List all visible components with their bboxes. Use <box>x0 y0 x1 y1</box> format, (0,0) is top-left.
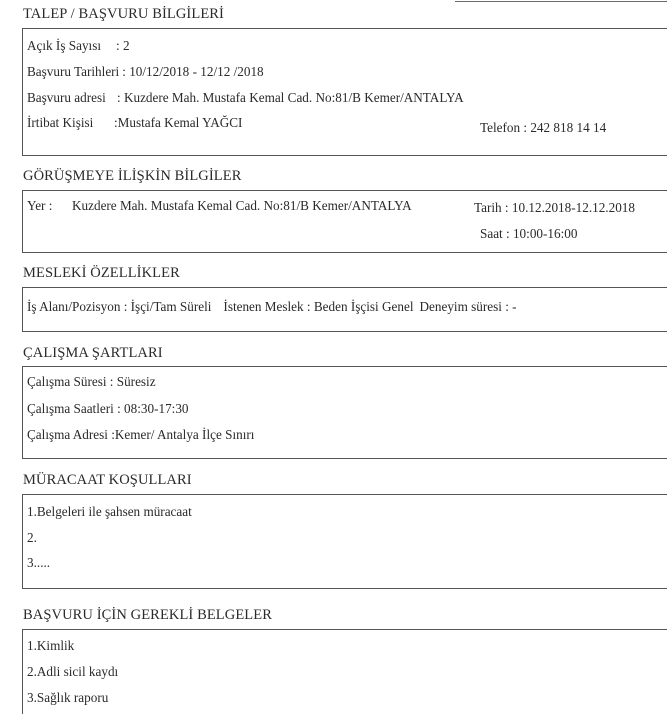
deneyim-suresi: Deneyim süresi : - <box>419 299 517 314</box>
gorusme-saat: Saat : 10:00-16:00 <box>480 226 578 241</box>
basvuru-adresi-value: : Kuzdere Mah. Mustafa Kemal Cad. No:81/B Kemer/ANTALYA <box>117 90 464 105</box>
calisma-suresi: Çalışma Süresi : Süresiz <box>27 374 156 389</box>
irtibat-kisisi-label: İrtibat Kişisi <box>27 115 94 130</box>
gorusme-tarih: Tarih : 10.12.2018-12.12.2018 <box>474 200 635 215</box>
section-title-gorusme: GÖRÜŞMEYE İLİŞKİN BİLGİLER <box>23 168 242 184</box>
calisma-saatleri: Çalışma Saatleri : 08:30-17:30 <box>27 401 189 416</box>
section-title-mesleki: MESLEKİ ÖZELLİKLER <box>23 265 180 281</box>
acik-is-label: Açık İş Sayısı <box>27 38 101 53</box>
section-title-belgeler: BAŞVURU İÇİN GEREKLİ BELGELER <box>23 607 272 623</box>
pozisyon: İş Alanı/Pozisyon : İşçi/Tam Süreli <box>27 299 212 314</box>
calisma-adresi: Çalışma Adresi :Kemer/ Antalya İlçe Sınırı <box>27 427 255 442</box>
belge-item: 3.Sağlık raporu <box>27 690 109 705</box>
top-divider <box>455 1 667 2</box>
basvuru-tarihleri-label: Başvuru Tarihleri <box>27 64 120 79</box>
muracaat-item: 3..... <box>27 555 51 570</box>
section-title-calisma: ÇALIŞMA ŞARTLARI <box>23 345 163 361</box>
irtibat-kisisi-value: :Mustafa Kemal YAĞCI <box>114 115 243 130</box>
acik-is-sayisi-row <box>27 38 130 54</box>
istenen-meslek: İstenen Meslek : Beden İşçisi Genel <box>223 299 414 314</box>
belge-item: 1.Kimlik <box>27 638 75 653</box>
basvuru-tarihleri-row <box>27 64 264 80</box>
mesleki-row <box>27 299 517 315</box>
yer-label: Yer : <box>27 198 53 213</box>
gorusme-yer-row <box>27 198 412 214</box>
muracaat-item: 2. <box>27 530 37 545</box>
section-box-belgeler <box>22 629 667 714</box>
basvuru-adresi-row <box>27 90 464 106</box>
telefon: Telefon : 242 818 14 14 <box>480 120 607 135</box>
irtibat-kisisi-row <box>27 115 242 131</box>
section-title-talep: TALEP / BAŞVURU BİLGİLERİ <box>23 6 224 22</box>
basvuru-tarihleri-value: : 10/12/2018 - 12/12 /2018 <box>122 64 264 79</box>
acik-is-value: : 2 <box>116 38 130 53</box>
muracaat-item: 1.Belgeleri ile şahsen müracaat <box>27 504 192 519</box>
yer-value: Kuzdere Mah. Mustafa Kemal Cad. No:81/B Kemer/ANTALYA <box>72 198 412 213</box>
basvuru-adresi-label: Başvuru adresi <box>27 90 106 105</box>
section-title-muracaat: MÜRACAAT KOŞULLARI <box>23 472 192 488</box>
belge-item: 2.Adli sicil kaydı <box>27 664 119 679</box>
